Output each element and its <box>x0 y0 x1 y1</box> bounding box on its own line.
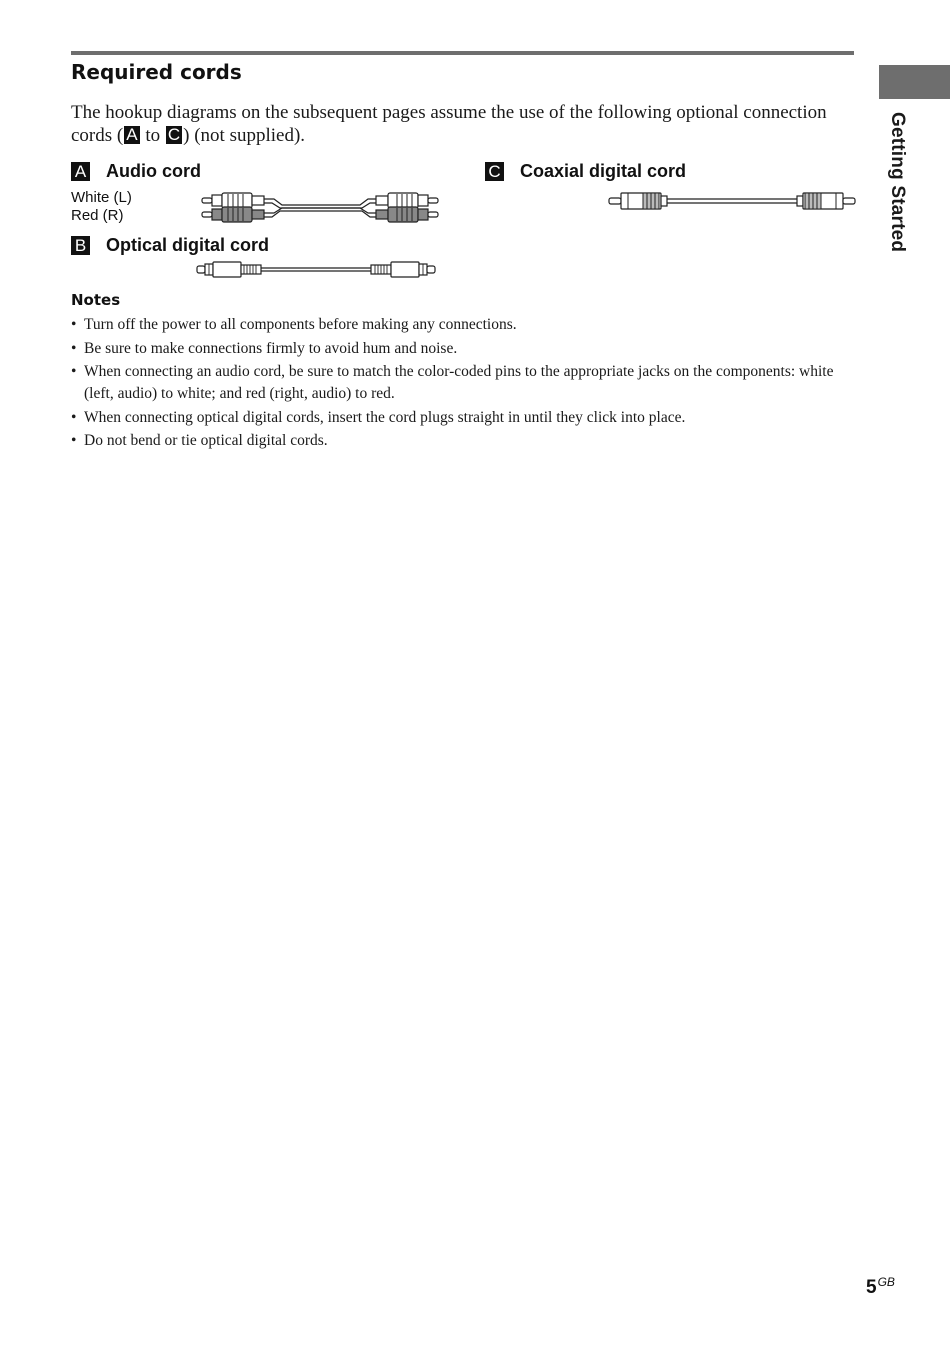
note-bullet: • <box>71 339 77 357</box>
coaxial-cord-heading <box>485 161 686 182</box>
note-text: When connecting optical digital cords, insert the cord plugs straight in until they click into place. <box>84 408 686 426</box>
audio-cord-heading <box>71 161 201 182</box>
intro-paragraph <box>71 101 856 147</box>
note-text: Be sure to make connections firmly to avoid hum and noise. <box>84 339 458 357</box>
note-bullet: • <box>71 432 77 449</box>
page-number-value: 5 <box>866 1277 877 1298</box>
intro-text-before: The hookup diagrams on the subsequent pages assume the use of the following optional connection cords ( <box>71 102 827 146</box>
note-item <box>71 407 861 429</box>
page-number-suffix: GB <box>877 1275 895 1289</box>
note-bullet: • <box>71 316 77 333</box>
note-item <box>71 314 861 336</box>
note-text: Do not bend or tie optical digital cords. <box>84 432 328 449</box>
intro-text-after: ) (not supplied). <box>183 125 306 146</box>
red-right-label: Red (R) <box>71 207 124 224</box>
side-tab-marker <box>879 65 950 99</box>
side-tab-label: Getting Started <box>887 112 908 253</box>
audio-cord-title: Audio cord <box>106 161 201 181</box>
notes-heading: Notes <box>71 291 121 309</box>
intro-letter-to: C <box>167 125 181 144</box>
audio-cord-illustration <box>200 190 442 226</box>
intro-letter-from: A <box>126 125 138 144</box>
coaxial-cord-illustration <box>607 189 857 213</box>
note-text: When connecting an audio cord, be sure to match the color-coded pins to the appropriate jacks on the components: white (left, audio) to white; and red (right, audio) to red. <box>84 363 834 402</box>
note-item <box>71 361 861 405</box>
optical-cord-heading <box>71 235 269 256</box>
notes-list <box>71 314 861 454</box>
coaxial-cord-title: Coaxial digital cord <box>520 161 687 181</box>
section-title: Required cords <box>71 60 242 84</box>
note-text: Turn off the power to all components before making any connections. <box>84 316 517 333</box>
optical-cord-letter: B <box>71 236 90 255</box>
top-rule <box>71 51 854 55</box>
white-left-label: White (L) <box>71 189 132 206</box>
audio-cord-letter: A <box>71 162 90 181</box>
note-bullet: • <box>71 363 77 380</box>
page-number <box>866 1275 895 1299</box>
note-item <box>71 338 861 360</box>
coaxial-cord-letter: C <box>485 162 504 181</box>
note-item <box>71 430 861 452</box>
intro-text-middle: to <box>140 125 165 146</box>
note-bullet: • <box>71 408 77 426</box>
optical-cord-illustration <box>195 260 437 280</box>
optical-cord-title: Optical digital cord <box>106 235 270 255</box>
